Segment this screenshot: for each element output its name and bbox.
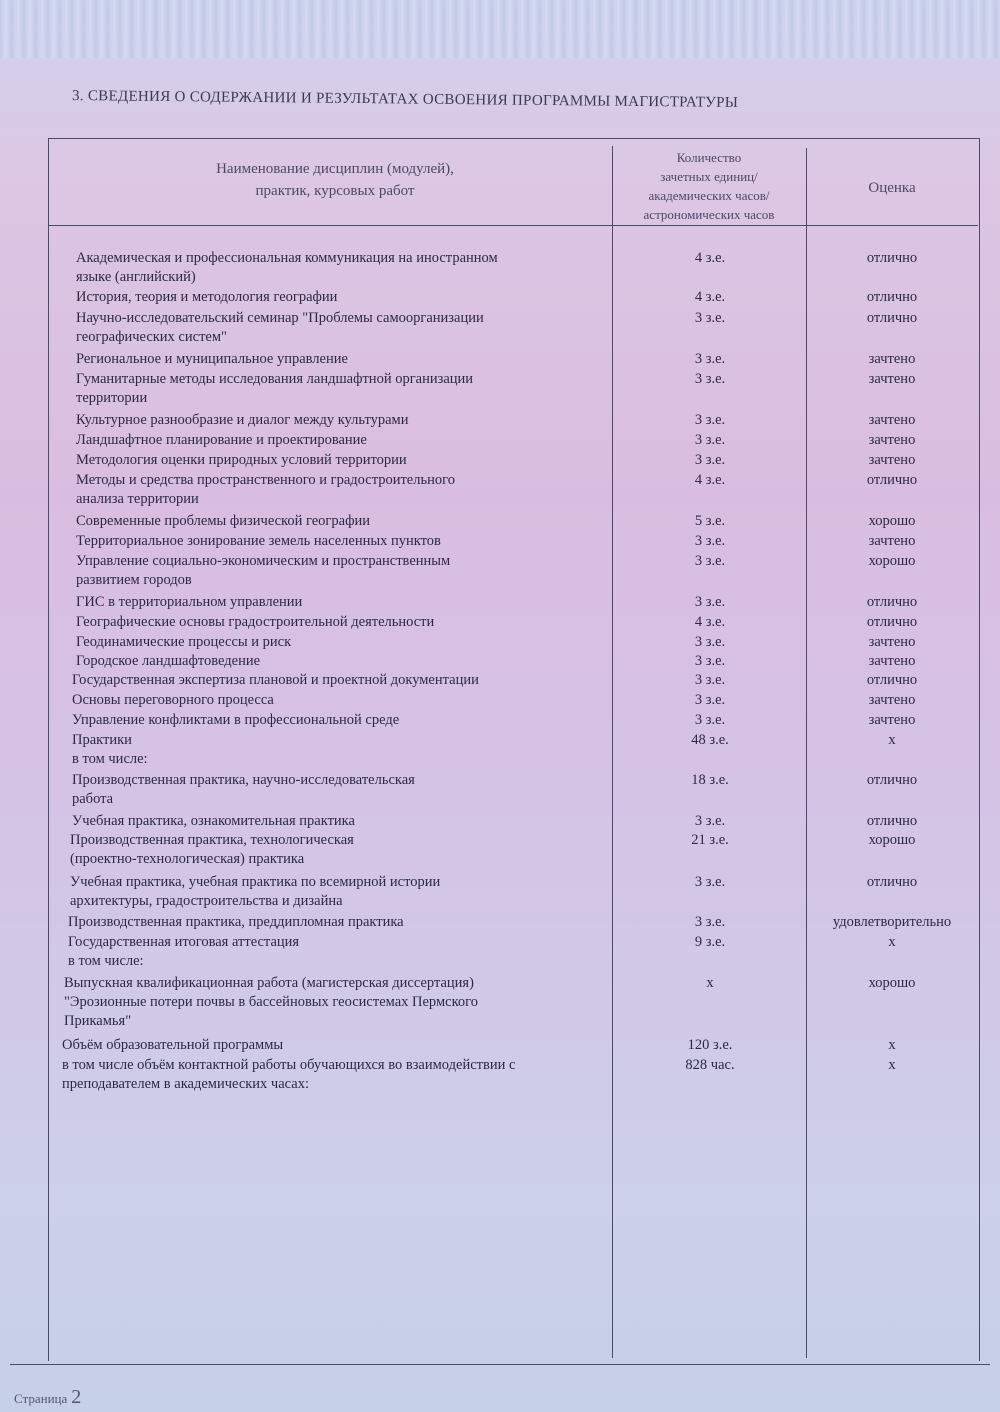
- discipline-name-line2: (проектно-технологическая) практика: [70, 851, 305, 867]
- grade: х: [888, 732, 896, 748]
- discipline-name-line1: Государственная итоговая аттестация: [68, 934, 300, 950]
- grade: отлично: [866, 310, 918, 326]
- discipline-name: [76, 652, 260, 671]
- grade: х: [888, 1057, 896, 1073]
- discipline-name-line1: Современные проблемы физической географии: [76, 513, 370, 529]
- discipline-name: [76, 471, 455, 509]
- page-number: 2: [71, 1386, 82, 1408]
- discipline-name: [72, 711, 399, 730]
- grade: отлично: [866, 874, 918, 890]
- section-title: 3. СВЕДЕНИЯ О СОДЕРЖАНИИ И РЕЗУЛЬТАТАХ ОСВОЕНИЯ ПРОГРАММЫ МАГИСТРАТУРЫ: [71, 88, 739, 111]
- bottom-rule: [10, 1364, 990, 1365]
- credit-units: 3 з.е.: [694, 712, 726, 728]
- discipline-name: [76, 431, 367, 450]
- grade: х: [888, 1037, 896, 1053]
- discipline-name-line1: История, теория и методология географии: [76, 289, 338, 305]
- credit-units: 21 з.е.: [691, 832, 729, 848]
- grade: зачтено: [868, 371, 916, 387]
- credit-units: 3 з.е.: [694, 553, 726, 569]
- credit-units: 3 з.е.: [694, 310, 726, 326]
- credit-units: 3 з.е.: [694, 692, 726, 708]
- discipline-name-line1: Объём образовательной программы: [62, 1037, 284, 1053]
- credit-units: 3 з.е.: [694, 653, 726, 669]
- discipline-name: [72, 771, 415, 809]
- discipline-name-line1: Ландшафтное планирование и проектирование: [76, 432, 367, 448]
- credit-units: 3 з.е.: [694, 452, 726, 468]
- discipline-name: [72, 731, 148, 769]
- grade: зачтено: [868, 712, 916, 728]
- discipline-name-line2: в том числе:: [68, 953, 144, 969]
- credit-units: 18 з.е.: [691, 772, 729, 788]
- credit-units: 3 з.е.: [694, 672, 726, 688]
- credit-units: 3 з.е.: [694, 914, 726, 930]
- column-header-name-line1: Наименование дисциплин (модулей),: [216, 161, 454, 177]
- grade: хорошо: [868, 832, 916, 848]
- discipline-name: [70, 873, 440, 911]
- discipline-name-line1: Практики: [72, 732, 132, 748]
- grade: зачтено: [868, 653, 916, 669]
- column-header-qty-line1: Количество: [676, 150, 742, 165]
- discipline-name-line1: Основы переговорного процесса: [72, 692, 274, 708]
- discipline-name-line2: работа: [72, 791, 114, 807]
- grade: отлично: [866, 250, 918, 266]
- discipline-name-line1: Академическая и профессиональная коммуникация на иностранном: [76, 250, 498, 266]
- grade: зачтено: [868, 634, 916, 650]
- credit-units: 48 з.е.: [691, 732, 729, 748]
- discipline-name-line1: Производственная практика, технологическая: [70, 832, 354, 848]
- grade: зачтено: [868, 692, 916, 708]
- grade: хорошо: [868, 975, 916, 991]
- column-header-name: [150, 158, 520, 202]
- grade: хорошо: [868, 553, 916, 569]
- grade: зачтено: [868, 533, 916, 549]
- grade: отлично: [866, 472, 918, 488]
- discipline-name: [72, 691, 274, 710]
- column-header-qty: [612, 148, 806, 224]
- discipline-name-line1: Геодинамические процессы и риск: [76, 634, 292, 650]
- discipline-name: [76, 532, 441, 551]
- discipline-name-line1: Управление конфликтами в профессиональной среде: [72, 712, 400, 728]
- credit-units: 3 з.е.: [694, 813, 726, 829]
- column-header-qty-line2: зачетных единиц/: [660, 169, 758, 184]
- grade: отлично: [866, 614, 918, 630]
- discipline-name-line2: территории: [76, 390, 148, 406]
- grade: х: [888, 934, 896, 950]
- grade: зачтено: [868, 351, 916, 367]
- discipline-name-line1: Научно-исследовательский семинар "Проблемы самоорганизации: [76, 310, 484, 326]
- discipline-name-line1: Учебная практика, учебная практика по всемирной истории: [70, 874, 441, 890]
- discipline-name-line1: Региональное и муниципальное управление: [76, 351, 348, 367]
- discipline-name: [76, 593, 302, 612]
- credit-units: 120 з.е.: [687, 1037, 733, 1053]
- grade: отлично: [866, 672, 918, 688]
- credit-units: 3 з.е.: [694, 371, 726, 387]
- discipline-name: [68, 913, 404, 932]
- discipline-name: [76, 512, 370, 531]
- credit-units: 5 з.е.: [694, 513, 726, 529]
- grade: хорошо: [868, 513, 916, 529]
- credit-units: 3 з.е.: [694, 533, 726, 549]
- grade: зачтено: [868, 432, 916, 448]
- discipline-name: [72, 671, 479, 690]
- discipline-name: [76, 613, 434, 632]
- credit-units: 4 з.е.: [694, 472, 726, 488]
- credit-units: 828 час.: [685, 1057, 735, 1073]
- discipline-name-line1: ГИС в территориальном управлении: [76, 594, 303, 610]
- credit-units: 3 з.е.: [694, 874, 726, 890]
- credit-units: 3 з.е.: [694, 351, 726, 367]
- grade: отлично: [866, 813, 918, 829]
- discipline-name: [64, 974, 478, 1031]
- discipline-name-line2: "Эрозионные потери почвы в бассейновых геосистемах Пермского: [64, 994, 478, 1010]
- credit-units: 4 з.е.: [694, 614, 726, 630]
- discipline-name: [62, 1036, 283, 1055]
- page-footer: [14, 1386, 81, 1409]
- discipline-name-line2: языке (английский): [76, 269, 196, 285]
- discipline-name: [76, 288, 337, 307]
- discipline-name: [68, 933, 299, 971]
- discipline-name-line2: развитием городов: [76, 572, 192, 588]
- discipline-name-line1: Городское ландшафтоведение: [76, 653, 261, 669]
- discipline-name: [76, 411, 408, 430]
- grade: зачтено: [868, 412, 916, 428]
- credit-units: 3 з.е.: [694, 432, 726, 448]
- grade: отлично: [866, 289, 918, 305]
- discipline-name: [72, 812, 355, 831]
- grade: отлично: [866, 594, 918, 610]
- discipline-name-line1: Культурное разнообразие и диалог между культурами: [76, 412, 409, 428]
- discipline-name-line1: Государственная экспертиза плановой и проектной документации: [72, 672, 479, 688]
- discipline-name-line1: Производственная практика, преддипломная практика: [68, 914, 404, 930]
- discipline-name-line2: анализа территории: [76, 491, 199, 507]
- discipline-name-line1: в том числе объём контактной работы обучающихся во взаимодействии с: [62, 1057, 516, 1073]
- column-header-name-line2: практик, курсовых работ: [255, 183, 415, 199]
- discipline-name-line2: в том числе:: [72, 751, 148, 767]
- discipline-name: [76, 370, 473, 408]
- grade: зачтено: [868, 452, 916, 468]
- discipline-name-line1: Гуманитарные методы исследования ландшафтной организации: [76, 371, 474, 387]
- discipline-name: [76, 552, 450, 590]
- discipline-name-line1: Территориальное зонирование земель населенных пунктов: [76, 533, 441, 549]
- credit-units: 3 з.е.: [694, 634, 726, 650]
- column-divider-grade: [806, 148, 807, 1358]
- credit-units: х: [706, 975, 714, 991]
- credit-units: 4 з.е.: [694, 289, 726, 305]
- column-header-qty-line3: академических часов/: [648, 188, 770, 203]
- grade: отлично: [866, 772, 918, 788]
- page-label: Страница: [14, 1391, 68, 1406]
- credit-units: 9 з.е.: [694, 934, 726, 950]
- credit-units: 3 з.е.: [694, 412, 726, 428]
- credit-units: 3 з.е.: [694, 594, 726, 610]
- discipline-name: [70, 831, 354, 869]
- grade: удовлетворительно: [832, 914, 952, 930]
- discipline-name-line1: Географические основы градостроительной деятельности: [76, 614, 435, 630]
- discipline-name: [76, 633, 291, 652]
- discipline-name-line2: архитектуры, градостроительства и дизайна: [70, 893, 343, 909]
- discipline-name-line2: преподавателем в академических часах:: [62, 1076, 309, 1092]
- discipline-name: [76, 350, 348, 369]
- discipline-name-line2: географических систем": [76, 329, 227, 345]
- discipline-name-line1: Учебная практика, ознакомительная практика: [72, 813, 355, 829]
- credit-units: 4 з.е.: [694, 250, 726, 266]
- discipline-name: [76, 249, 498, 287]
- discipline-name-line1: Производственная практика, научно-исследовательская: [72, 772, 415, 788]
- discipline-name-line1: Методология оценки природных условий территории: [76, 452, 407, 468]
- column-header-grade: Оценка: [868, 180, 916, 196]
- discipline-name: [76, 451, 407, 470]
- column-header-qty-line4: астрономических часов: [643, 207, 775, 222]
- discipline-name: [62, 1056, 515, 1094]
- discipline-name-line3: Прикамья": [64, 1013, 132, 1029]
- security-pattern-band: [0, 0, 1000, 58]
- header-divider: [48, 225, 978, 226]
- discipline-name-line1: Выпускная квалификационная работа (магистерская диссертация): [64, 975, 474, 991]
- discipline-name-line1: Методы и средства пространственного и градостроительного: [76, 472, 455, 488]
- discipline-name-line1: Управление социально-экономическим и пространственным: [76, 553, 451, 569]
- discipline-name: [76, 309, 484, 347]
